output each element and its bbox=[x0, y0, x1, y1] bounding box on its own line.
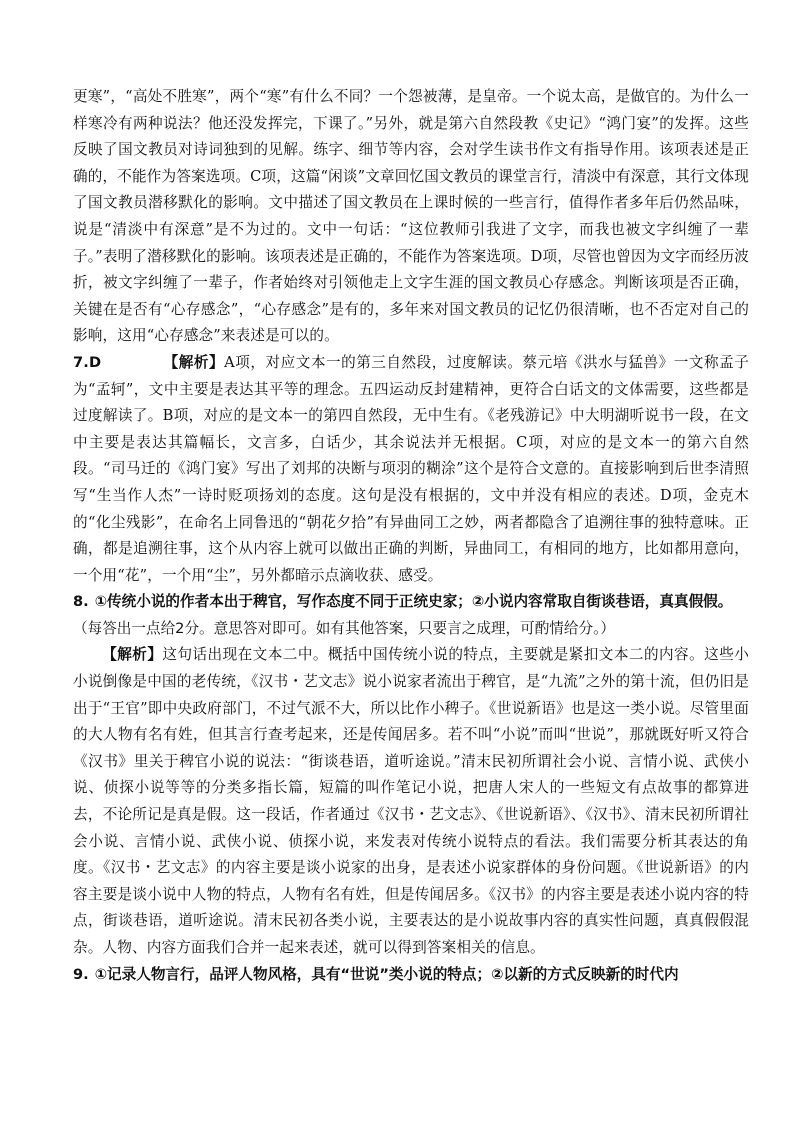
q9-number: 9. bbox=[73, 965, 89, 983]
q9-answer-block bbox=[73, 962, 749, 989]
q8-answer: ①传统小说的作者本出于稗官，写作态度不同于正统史家；②小说内容常取自街谈巷语，真真假假。 bbox=[94, 593, 733, 611]
q8-analysis bbox=[73, 642, 749, 961]
q7-number: 7. bbox=[73, 353, 89, 371]
q7-analysis-tag: 【解析】 bbox=[163, 353, 225, 371]
answer-page bbox=[73, 84, 749, 988]
q7-analysis-body: A项，对应文本一的第三自然段，过度解读。蔡元培《洪水与猛兽》一文称孟子为“孟轲”，文中主要是表达其平等的理念。五四运动反封建精神，更符合白话文的文体需要，这些都是过度解读了。B项，对应的是文本一的第四自然段，无中生有。《老残游记》中大明湖听说书一段，在文中主要是表达其篇幅长，文言多，白话少，其余说法并无根据。C项，对应的是文本一的第六自然段。“司马迁的《鸿门宴》写出了刘邦的决断与项羽的糊涂”这个是符合文意的。直接影响到后世李清照写“生当作人杰”一诗时贬项扬刘的态度。这句是没有根据的，文中并没有相应的表述。D项，金克木的“化尘残影”，在命名上同鲁迅的“朝花夕拾”有异曲同工之妙，两者都隐含了追溯往事的独特意味。正确，都是追溯往事，这个从内容上就可以做出正确的判断，异曲同工，有相同的地方，比如都用意向，一个用“花”，一个用“尘”，另外都暗示点滴收获、感受。 bbox=[73, 353, 749, 584]
q7-answer: D bbox=[89, 353, 102, 371]
q9-answer: ①记录人物言行，品评人物风格，具有“世说”类小说的特点；②以新的方式反映新的时代内 bbox=[94, 965, 679, 983]
q6-explanation-tail: 更寒”，“高处不胜寒”，两个“寒”有什么不同？一个怨被薄，是皇帝。一个说太高，是做官的。为什么一样寒冷有两种说法？他还没发挥完，下课了。”另外，就是第六自然段教《史记》“鸿门宴”的发挥。这些反映了国文教员对诗词独到的见解。练字、细节等内容，会对学生读书作文有指导作用。该项表述是正确的，不能作为答案选项。C项，这篇“闲谈”文章回忆国文教员的课堂言行，清淡中有深意，其行文体现了国文教员潜移默化的影响。文中描述了国文教员在上课时候的一些言行，值得作者多年后仍然品味，说是“清淡中有深意”是不为过的。文中一句话：“这位教师引我进了文字，而我也被文字纠缠了一辈子。”表明了潜移默化的影响。该项表述是正确的，不能作为答案选项。D项，尽管也曾因为文字而经历波折，被文字纠缠了一辈子，作者始终对引领他走上文字生涯的国文教员心存感念。判断该项是否正确，关键在是否有“心存感念”，“心存感念”是有的，多年来对国文教员的记忆仍很清晰，也不否定对自己的影响，这用“心存感念”来表述是可以的。 bbox=[73, 88, 749, 345]
q8-grading-note: （每答出一点给2分。意思答对即可。如有其他答案，只要言之成理，可酌情给分。） bbox=[73, 619, 615, 637]
q8-analysis-tag: 【解析】 bbox=[102, 646, 163, 664]
q8-answer-block bbox=[73, 589, 749, 642]
q8-number: 8. bbox=[73, 593, 89, 611]
q7-block bbox=[73, 350, 749, 589]
q8-analysis-body: 这句话出现在文本二中。概括中国传统小说的特点，主要就是紧扣文本二的内容。这些小小说倒像是中国的老传统，《汉书・艺文志》说小说家者流出于稗官，是“九流”之外的第十流，但仍旧是出于“王官”即中央政府部门，不过气派不大，所以比作小稗子。《世说新语》也是这一类小说。尽管里面的大人物有名有姓，但其言行查考起来，还是传闻居多。若不叫“小说”而叫“世说”，那就既好听又符合《汉书》里关于稗官小说的说法：“街谈巷语，道听途说。”清末民初所谓社会小说、言情小说、武侠小说、侦探小说等等的分类多指长篇，短篇的叫作笔记小说，把唐人宋人的一些短文有点故事的都算进去，不论所记是真是假。这一段话，作者通过《汉书・艺文志》、《世说新语》、《汉书》、清末民初所谓社会小说、言情小说、武侠小说、侦探小说，来发表对传统小说特点的看法。我们需要分析其表达的角度。《汉书・艺文志》的内容主要是谈小说家的出身，是表述小说家群体的身份问题。《世说新语》的内容主要是谈小说中人物的特点，人物有名有姓，但是传闻居多。《汉书》的内容主要是表述小说内容的特点，街谈巷语，道听途说。清末民初各类小说，主要表达的是小说故事内容的真实性问题，真真假假混杂。人物、内容方面我们合并一起来表述，就可以得到答案相关的信息。 bbox=[73, 646, 749, 956]
